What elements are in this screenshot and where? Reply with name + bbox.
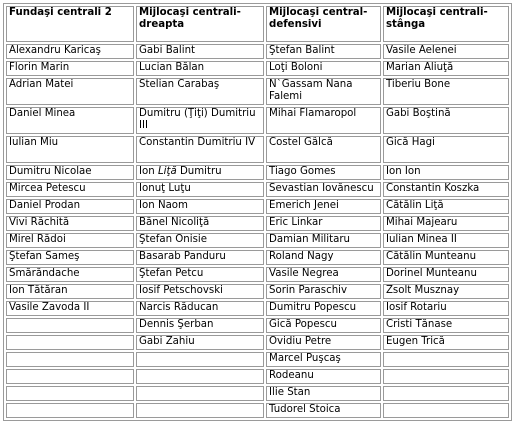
table-cell: Cătălin Munteanu <box>383 250 509 265</box>
table-row <box>6 107 509 134</box>
table-cell: Mircea Petescu <box>6 182 134 197</box>
table-cell: Tiberiu Bone <box>383 78 509 105</box>
table-cell: Vasile Negrea <box>266 267 381 282</box>
table-row <box>6 78 509 105</box>
table-row <box>6 352 509 367</box>
table-cell <box>383 386 509 401</box>
table-cell: Constantin Dumitriu IV <box>136 136 264 163</box>
table-cell: Dumitru Popescu <box>266 301 381 316</box>
table-cell: Dumitru Nicolae <box>6 165 134 180</box>
table-cell: Ovidiu Petre <box>266 335 381 350</box>
table-row <box>6 250 509 265</box>
table-row <box>6 61 509 76</box>
table-cell: Vasile Aelenei <box>383 44 509 59</box>
table-cell: Marian Aliuţă <box>383 61 509 76</box>
table-row <box>6 369 509 384</box>
table-cell: Zsolt Musznay <box>383 284 509 299</box>
table-row <box>6 335 509 350</box>
table-row <box>6 182 509 197</box>
table-cell: Iulian Miu <box>6 136 134 163</box>
table-row <box>6 44 509 59</box>
table-cell: Florin Marin <box>6 61 134 76</box>
table-cell: Loţi Boloni <box>266 61 381 76</box>
table-cell: Dennis Şerban <box>136 318 264 333</box>
table-cell: Narcis Răducan <box>136 301 264 316</box>
table-cell <box>6 335 134 350</box>
table-cell: Tudorel Stoica <box>266 403 381 418</box>
table-cell <box>6 352 134 367</box>
header-cell: Mijlocaşi centrali-stânga <box>383 6 509 42</box>
table-cell: Mihai Flamaropol <box>266 107 381 134</box>
table-cell: Eugen Trică <box>383 335 509 350</box>
table-cell <box>6 318 134 333</box>
table-row <box>6 301 509 316</box>
italic-emphasis: Liţă <box>157 166 177 177</box>
table-cell: Dumitru (Ţiţi) Dumitriu III <box>136 107 264 134</box>
table-row <box>6 318 509 333</box>
table-cell: Sorin Paraschiv <box>266 284 381 299</box>
table-cell: Vivi Răchită <box>6 216 134 231</box>
table-cell: Ion Naom <box>136 199 264 214</box>
table-cell: Daniel Minea <box>6 107 134 134</box>
table-body <box>6 44 509 418</box>
table-cell: Ştefan Petcu <box>136 267 264 282</box>
table-row <box>6 267 509 282</box>
table-cell <box>6 369 134 384</box>
table-cell: Costel Gâlcă <box>266 136 381 163</box>
table-cell <box>136 352 264 367</box>
header-row <box>6 6 509 42</box>
table-cell: Smărăndache <box>6 267 134 282</box>
table-cell: Bănel Nicoliţă <box>136 216 264 231</box>
table-cell: Alexandru Karicaş <box>6 44 134 59</box>
table-cell <box>136 403 264 418</box>
table-cell: Damian Militaru <box>266 233 381 248</box>
table-cell: Cătălin Liţă <box>383 199 509 214</box>
table-cell: Gică Hagi <box>383 136 509 163</box>
table-cell: Ionuţ Luţu <box>136 182 264 197</box>
table-row <box>6 233 509 248</box>
table-cell: Rodeanu <box>266 369 381 384</box>
table-cell: Iosif Petschovski <box>136 284 264 299</box>
table-cell <box>6 386 134 401</box>
table-cell: Constantin Koszka <box>383 182 509 197</box>
table-row <box>6 165 509 180</box>
table-cell: Ştefan Onisie <box>136 233 264 248</box>
table-cell: Stelian Carabaş <box>136 78 264 105</box>
table-cell: Lucian Bălan <box>136 61 264 76</box>
table-cell: Ştefan Sameş <box>6 250 134 265</box>
table-cell: Eric Linkar <box>266 216 381 231</box>
table-cell <box>383 352 509 367</box>
table-cell: N`Gassam Nana Falemi <box>266 78 381 105</box>
table-cell: Gabi Zahiu <box>136 335 264 350</box>
table-cell: Basarab Panduru <box>136 250 264 265</box>
table-cell: Sevastian Iovănescu <box>266 182 381 197</box>
header-cell: Mijlocaşi centrali-dreapta <box>136 6 264 42</box>
players-table <box>3 3 512 421</box>
table-cell: Gabi Balint <box>136 44 264 59</box>
table-row <box>6 386 509 401</box>
table-cell: Vasile Zavoda II <box>6 301 134 316</box>
table-row <box>6 199 509 214</box>
table-cell: Gică Popescu <box>266 318 381 333</box>
table-cell: Iulian Minea II <box>383 233 509 248</box>
table-cell <box>6 403 134 418</box>
table-cell: Daniel Prodan <box>6 199 134 214</box>
table-cell: Tiago Gomes <box>266 165 381 180</box>
table-cell <box>383 369 509 384</box>
header-cell: Mijlocaşi central-defensivi <box>266 6 381 42</box>
table-cell: Mihai Majearu <box>383 216 509 231</box>
table-cell: Dorinel Munteanu <box>383 267 509 282</box>
table-cell: Roland Nagy <box>266 250 381 265</box>
table-row <box>6 284 509 299</box>
table-cell <box>383 403 509 418</box>
table-cell: Ion Tătăran <box>6 284 134 299</box>
table-cell: Gabi Boştină <box>383 107 509 134</box>
table-row <box>6 216 509 231</box>
table-cell <box>136 369 264 384</box>
table-cell <box>136 386 264 401</box>
table-cell: Adrian Matei <box>6 78 134 105</box>
header-cell: Fundaşi centrali 2 <box>6 6 134 42</box>
table-cell: Ilie Stan <box>266 386 381 401</box>
table-cell: Ştefan Balint <box>266 44 381 59</box>
table-row <box>6 136 509 163</box>
table-row <box>6 403 509 418</box>
table-cell: Ion Liţă Dumitru <box>136 165 264 180</box>
table-cell: Mirel Rădoi <box>6 233 134 248</box>
table-cell: Cristi Tănase <box>383 318 509 333</box>
table-cell: Marcel Puşcaş <box>266 352 381 367</box>
table-cell: Ion Ion <box>383 165 509 180</box>
table-cell: Emerich Jenei <box>266 199 381 214</box>
table-cell: Iosif Rotariu <box>383 301 509 316</box>
